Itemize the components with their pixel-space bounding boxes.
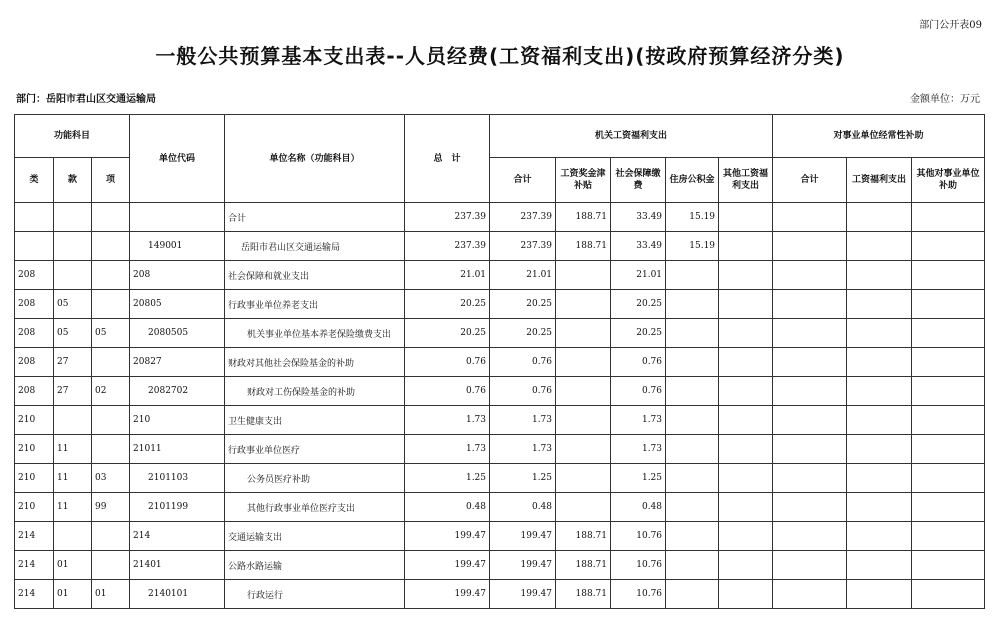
cell-kuan: 11: [54, 435, 92, 464]
header-wage-subtotal: 合计: [490, 158, 556, 203]
cell-unit-name: 卫生健康支出: [225, 406, 405, 435]
header-wage-other: 其他工资福利支出: [719, 158, 773, 203]
cell-wage-social: 0.76: [611, 348, 666, 377]
cell-kuan: 01: [54, 580, 92, 609]
cell-wage-social: 1.25: [611, 464, 666, 493]
cell-wage-subtotal: 20.25: [490, 290, 556, 319]
cell-unit-code: 2080505: [130, 319, 225, 348]
cell-sub-subtotal: [773, 319, 847, 348]
cell-sub-wage: [847, 232, 912, 261]
cell-sub-other: [912, 348, 985, 377]
cell-wage-housing: [666, 377, 719, 406]
cell-wage-housing: [666, 290, 719, 319]
cell-xiang: [92, 551, 130, 580]
cell-sub-subtotal: [773, 377, 847, 406]
cell-xiang: 03: [92, 464, 130, 493]
cell-unit-name: 岳阳市君山区交通运输局: [225, 232, 405, 261]
cell-unit-name: 社会保障和就业支出: [225, 261, 405, 290]
cell-total: 1.73: [405, 406, 490, 435]
cell-wage-social: 10.76: [611, 580, 666, 609]
cell-sub-wage: [847, 290, 912, 319]
cell-xiang: [92, 203, 130, 232]
header-group-wage: 机关工资福利支出: [490, 115, 773, 158]
cell-kuan: 11: [54, 493, 92, 522]
cell-wage-subtotal: 1.73: [490, 406, 556, 435]
cell-sub-other: [912, 522, 985, 551]
cell-unit-name: 机关事业单位基本养老保险缴费支出: [225, 319, 405, 348]
cell-wage-housing: [666, 464, 719, 493]
cell-total: 199.47: [405, 580, 490, 609]
cell-total: 20.25: [405, 319, 490, 348]
cell-sub-wage: [847, 348, 912, 377]
form-number: 部门公开表09: [919, 20, 982, 31]
cell-unit-name: 公路水路运输: [225, 551, 405, 580]
cell-wage-bonus: [556, 290, 611, 319]
cell-lei: 210: [15, 406, 54, 435]
cell-xiang: [92, 406, 130, 435]
cell-wage-other: [719, 232, 773, 261]
header-group-subsidy: 对事业单位经常性补助: [773, 115, 985, 158]
cell-wage-bonus: 188.71: [556, 232, 611, 261]
cell-wage-other: [719, 348, 773, 377]
cell-wage-bonus: 188.71: [556, 203, 611, 232]
cell-sub-wage: [847, 261, 912, 290]
cell-wage-subtotal: 0.76: [490, 377, 556, 406]
table-row: [15, 435, 985, 464]
table-row: [15, 493, 985, 522]
header-sub-subtotal: 合计: [773, 158, 847, 203]
cell-wage-subtotal: 1.25: [490, 464, 556, 493]
cell-wage-subtotal: 199.47: [490, 551, 556, 580]
cell-wage-social: 20.25: [611, 290, 666, 319]
cell-wage-subtotal: 20.25: [490, 319, 556, 348]
cell-sub-wage: [847, 203, 912, 232]
cell-kuan: 11: [54, 464, 92, 493]
cell-wage-housing: [666, 406, 719, 435]
cell-wage-housing: [666, 493, 719, 522]
cell-total: 21.01: [405, 261, 490, 290]
cell-lei: 214: [15, 522, 54, 551]
cell-wage-subtotal: 199.47: [490, 580, 556, 609]
header-row-1: [15, 115, 985, 158]
cell-sub-wage: [847, 435, 912, 464]
cell-wage-bonus: [556, 261, 611, 290]
table-row: [15, 203, 985, 232]
cell-sub-wage: [847, 377, 912, 406]
cell-sub-subtotal: [773, 203, 847, 232]
cell-wage-other: [719, 493, 773, 522]
cell-sub-subtotal: [773, 290, 847, 319]
cell-unit-code: 2101199: [130, 493, 225, 522]
cell-lei: 208: [15, 319, 54, 348]
cell-total: 0.76: [405, 377, 490, 406]
amount-unit-label: 金额单位：万元: [910, 94, 980, 105]
table-row: [15, 377, 985, 406]
cell-wage-subtotal: 237.39: [490, 232, 556, 261]
table-row: [15, 290, 985, 319]
cell-xiang: [92, 522, 130, 551]
cell-wage-other: [719, 377, 773, 406]
cell-kuan: [54, 203, 92, 232]
header-func-subject: 功能科目: [15, 115, 130, 158]
cell-xiang: [92, 261, 130, 290]
cell-wage-subtotal: 1.73: [490, 435, 556, 464]
table-row: [15, 261, 985, 290]
cell-unit-name: 财政对工伤保险基金的补助: [225, 377, 405, 406]
cell-wage-bonus: [556, 464, 611, 493]
cell-unit-code: 210: [130, 406, 225, 435]
cell-sub-other: [912, 464, 985, 493]
cell-sub-wage: [847, 551, 912, 580]
cell-kuan: [54, 406, 92, 435]
cell-kuan: 27: [54, 348, 92, 377]
cell-kuan: [54, 522, 92, 551]
cell-wage-other: [719, 464, 773, 493]
cell-wage-housing: [666, 348, 719, 377]
cell-lei: 208: [15, 261, 54, 290]
cell-xiang: 99: [92, 493, 130, 522]
cell-unit-name: 其他行政事业单位医疗支出: [225, 493, 405, 522]
cell-wage-subtotal: 199.47: [490, 522, 556, 551]
cell-wage-social: 1.73: [611, 435, 666, 464]
cell-wage-social: 33.49: [611, 232, 666, 261]
cell-unit-name: 公务员医疗补助: [225, 464, 405, 493]
cell-wage-housing: [666, 435, 719, 464]
cell-wage-social: 33.49: [611, 203, 666, 232]
cell-wage-subtotal: 21.01: [490, 261, 556, 290]
cell-wage-other: [719, 290, 773, 319]
cell-wage-social: 21.01: [611, 261, 666, 290]
cell-wage-housing: 15.19: [666, 203, 719, 232]
cell-wage-bonus: [556, 348, 611, 377]
cell-sub-wage: [847, 319, 912, 348]
cell-sub-subtotal: [773, 522, 847, 551]
cell-unit-code: 214: [130, 522, 225, 551]
cell-wage-bonus: 188.71: [556, 580, 611, 609]
cell-total: 1.73: [405, 435, 490, 464]
table-row: [15, 232, 985, 261]
cell-sub-other: [912, 406, 985, 435]
header-lei: 类: [15, 158, 54, 203]
cell-kuan: 01: [54, 551, 92, 580]
cell-sub-other: [912, 232, 985, 261]
cell-wage-social: 10.76: [611, 551, 666, 580]
cell-wage-other: [719, 580, 773, 609]
cell-sub-subtotal: [773, 261, 847, 290]
header-xiang: 项: [92, 158, 130, 203]
cell-wage-other: [719, 551, 773, 580]
page-title: 一般公共预算基本支出表--人员经费(工资福利支出)(按政府预算经济分类): [155, 44, 845, 68]
header-sub-wage: 工资福利支出: [847, 158, 912, 203]
cell-lei: [15, 203, 54, 232]
cell-unit-name: 财政对其他社会保险基金的补助: [225, 348, 405, 377]
table-row: [15, 406, 985, 435]
cell-total: 199.47: [405, 551, 490, 580]
cell-unit-code: 2101103: [130, 464, 225, 493]
cell-total: 237.39: [405, 203, 490, 232]
cell-lei: 208: [15, 348, 54, 377]
cell-sub-other: [912, 493, 985, 522]
cell-unit-name: 交通运输支出: [225, 522, 405, 551]
cell-sub-other: [912, 377, 985, 406]
cell-wage-other: [719, 319, 773, 348]
table-row: [15, 551, 985, 580]
cell-wage-housing: [666, 522, 719, 551]
cell-sub-subtotal: [773, 435, 847, 464]
cell-wage-other: [719, 203, 773, 232]
cell-sub-subtotal: [773, 580, 847, 609]
table-row: [15, 319, 985, 348]
cell-wage-other: [719, 261, 773, 290]
cell-wage-social: 20.25: [611, 319, 666, 348]
cell-sub-subtotal: [773, 232, 847, 261]
cell-wage-social: 10.76: [611, 522, 666, 551]
header-kuan: 款: [54, 158, 92, 203]
cell-sub-subtotal: [773, 348, 847, 377]
cell-sub-subtotal: [773, 464, 847, 493]
cell-unit-code: [130, 203, 225, 232]
cell-wage-housing: [666, 261, 719, 290]
cell-wage-bonus: [556, 377, 611, 406]
table-row: [15, 522, 985, 551]
cell-sub-subtotal: [773, 493, 847, 522]
cell-total: 1.25: [405, 464, 490, 493]
header-unit-code: 单位代码: [130, 115, 225, 203]
cell-sub-subtotal: [773, 406, 847, 435]
cell-xiang: 02: [92, 377, 130, 406]
cell-lei: 214: [15, 580, 54, 609]
cell-unit-name: 合计: [225, 203, 405, 232]
cell-xiang: [92, 348, 130, 377]
cell-unit-code: 20827: [130, 348, 225, 377]
cell-wage-social: 1.73: [611, 406, 666, 435]
header-wage-social: 社会保障缴费: [611, 158, 666, 203]
cell-wage-subtotal: 237.39: [490, 203, 556, 232]
cell-xiang: [92, 232, 130, 261]
cell-kuan: [54, 261, 92, 290]
cell-wage-housing: 15.19: [666, 232, 719, 261]
cell-wage-housing: [666, 580, 719, 609]
cell-sub-other: [912, 319, 985, 348]
cell-total: 20.25: [405, 290, 490, 319]
cell-lei: 210: [15, 464, 54, 493]
header-unit-name: 单位名称（功能科目）: [225, 115, 405, 203]
cell-wage-other: [719, 435, 773, 464]
cell-wage-other: [719, 406, 773, 435]
cell-lei: 208: [15, 377, 54, 406]
cell-kuan: 05: [54, 319, 92, 348]
cell-wage-social: 0.76: [611, 377, 666, 406]
cell-sub-other: [912, 290, 985, 319]
cell-unit-name: 行政运行: [225, 580, 405, 609]
cell-sub-other: [912, 580, 985, 609]
cell-sub-other: [912, 261, 985, 290]
cell-unit-name: 行政事业单位养老支出: [225, 290, 405, 319]
table-row: [15, 580, 985, 609]
header-total: 总 计: [405, 115, 490, 203]
cell-wage-bonus: [556, 435, 611, 464]
header-wage-bonus: 工资奖金津补贴: [556, 158, 611, 203]
table-row: [15, 464, 985, 493]
cell-xiang: 01: [92, 580, 130, 609]
cell-xiang: [92, 290, 130, 319]
cell-unit-code: 2082702: [130, 377, 225, 406]
cell-total: 199.47: [405, 522, 490, 551]
cell-wage-bonus: [556, 319, 611, 348]
cell-total: 0.76: [405, 348, 490, 377]
table-row: [15, 348, 985, 377]
cell-sub-wage: [847, 406, 912, 435]
cell-lei: 210: [15, 493, 54, 522]
cell-wage-bonus: [556, 493, 611, 522]
header-wage-housing: 住房公积金: [666, 158, 719, 203]
cell-wage-subtotal: 0.48: [490, 493, 556, 522]
cell-wage-bonus: 188.71: [556, 522, 611, 551]
cell-sub-wage: [847, 493, 912, 522]
department-label: 部门：岳阳市君山区交通运输局: [16, 94, 156, 105]
cell-sub-other: [912, 203, 985, 232]
cell-lei: 214: [15, 551, 54, 580]
cell-unit-name: 行政事业单位医疗: [225, 435, 405, 464]
cell-kuan: 05: [54, 290, 92, 319]
cell-wage-bonus: 188.71: [556, 551, 611, 580]
cell-unit-code: 21401: [130, 551, 225, 580]
cell-sub-other: [912, 435, 985, 464]
cell-total: 0.48: [405, 493, 490, 522]
cell-unit-code: 21011: [130, 435, 225, 464]
cell-sub-wage: [847, 580, 912, 609]
cell-lei: [15, 232, 54, 261]
header-sub-other: 其他对事业单位补助: [912, 158, 985, 203]
cell-unit-code: 208: [130, 261, 225, 290]
cell-wage-housing: [666, 551, 719, 580]
cell-unit-code: 149001: [130, 232, 225, 261]
cell-wage-housing: [666, 319, 719, 348]
cell-wage-bonus: [556, 406, 611, 435]
cell-sub-other: [912, 551, 985, 580]
cell-lei: 210: [15, 435, 54, 464]
cell-unit-code: 2140101: [130, 580, 225, 609]
cell-total: 237.39: [405, 232, 490, 261]
cell-sub-wage: [847, 522, 912, 551]
cell-sub-wage: [847, 464, 912, 493]
cell-lei: 208: [15, 290, 54, 319]
budget-table: [14, 114, 985, 609]
cell-xiang: 05: [92, 319, 130, 348]
cell-sub-subtotal: [773, 551, 847, 580]
cell-kuan: [54, 232, 92, 261]
cell-wage-subtotal: 0.76: [490, 348, 556, 377]
cell-xiang: [92, 435, 130, 464]
cell-wage-social: 0.48: [611, 493, 666, 522]
cell-unit-code: 20805: [130, 290, 225, 319]
cell-kuan: 27: [54, 377, 92, 406]
cell-wage-other: [719, 522, 773, 551]
